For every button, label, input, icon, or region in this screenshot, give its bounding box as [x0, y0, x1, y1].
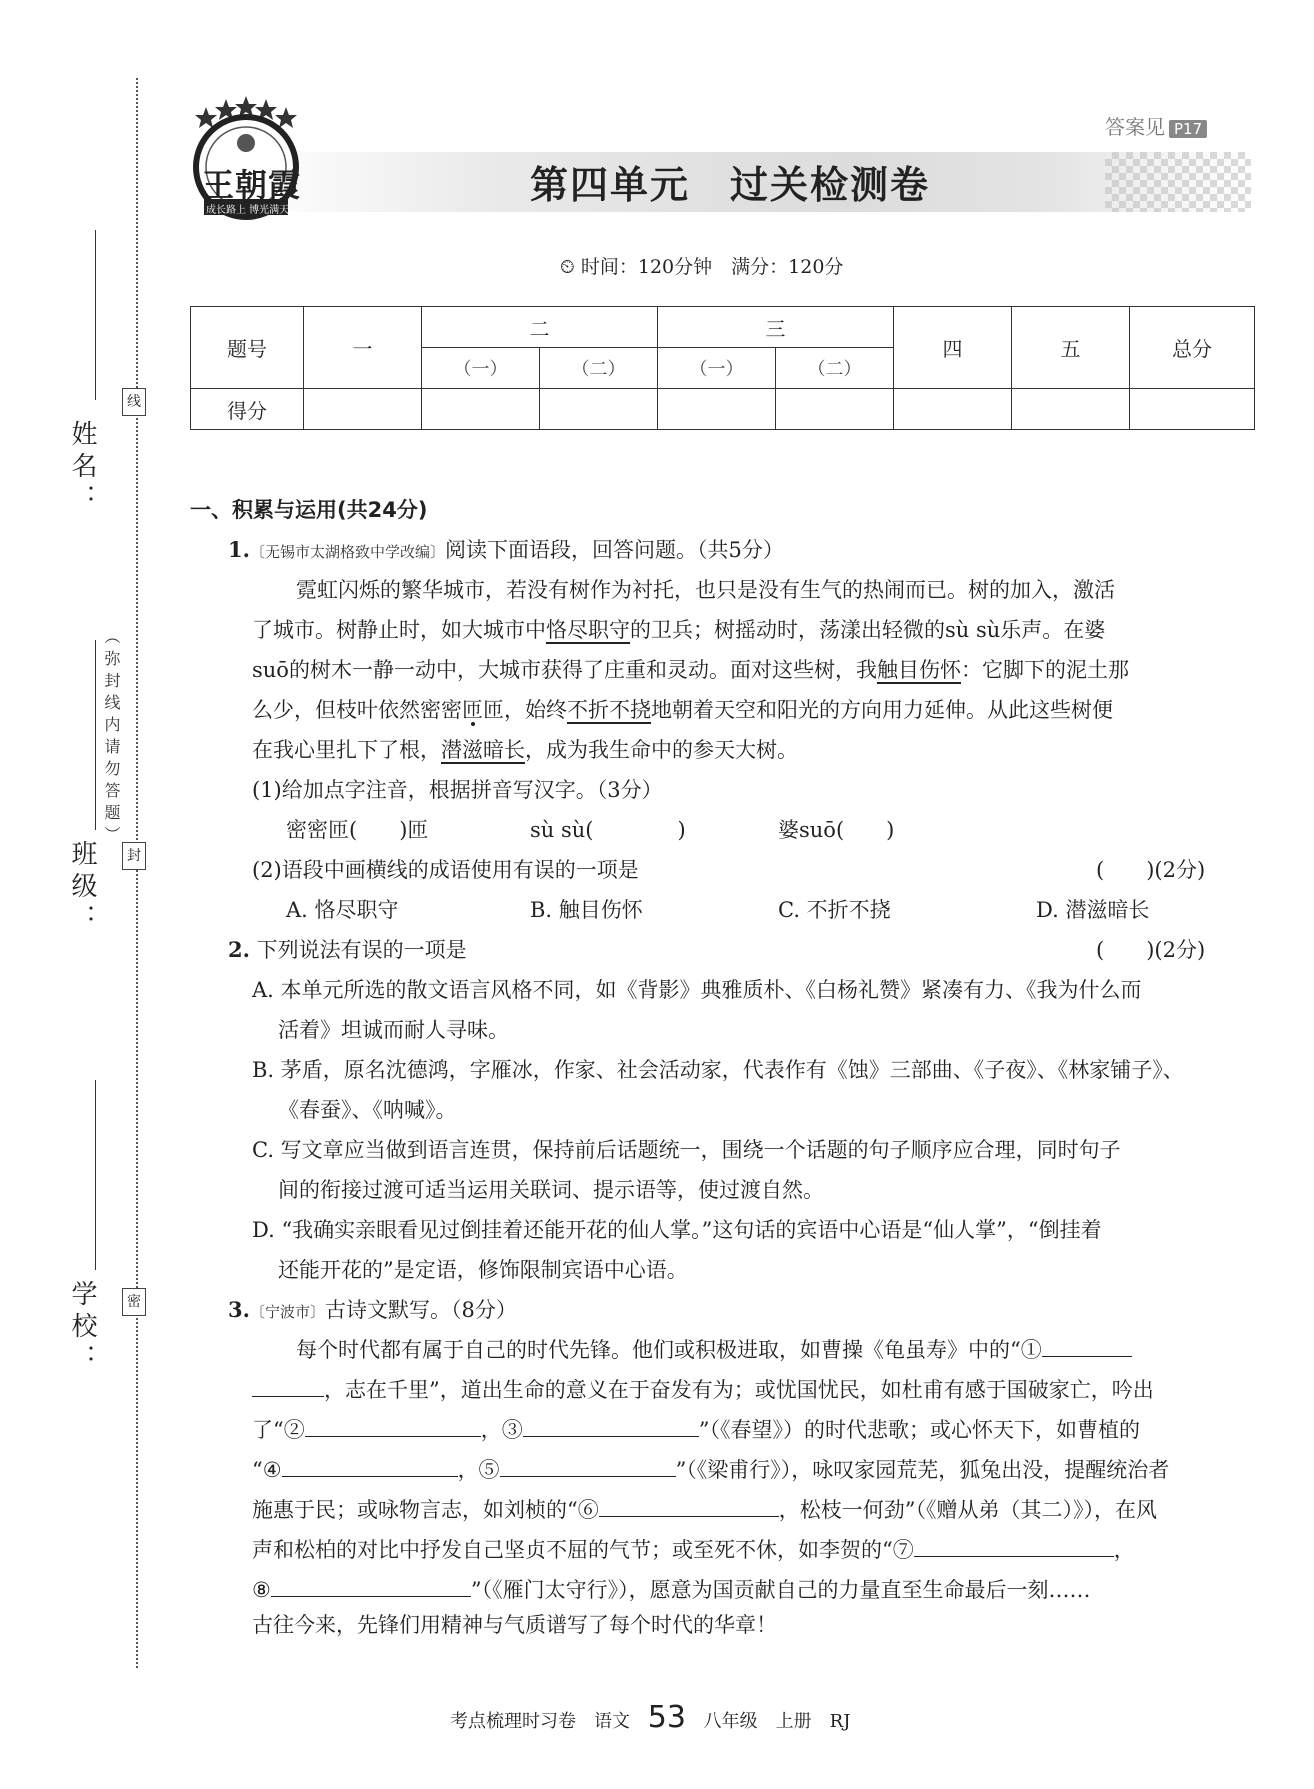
q1-prompt: 阅读下面语段，回答问题。（共5分） — [444, 538, 784, 562]
q1-passage-line — [252, 610, 1105, 650]
q1-sub1: (1)给加点字注音，根据拼音写汉字。（3分） — [252, 778, 663, 802]
school-line — [95, 1080, 96, 1270]
q3-header — [228, 1290, 517, 1332]
q3-line — [296, 1330, 1132, 1370]
q3-line — [252, 1530, 1135, 1570]
text-span: ，志在千里”，道出生命的意义在于奋发有为；或忧国忧民，如杜甫有感于国破家亡，吟出 — [324, 1378, 1154, 1402]
clock-icon: ⏲ — [560, 256, 581, 278]
answer-blank[interactable] — [914, 1532, 1114, 1557]
q3-source: 〔宁波市〕 — [249, 1303, 325, 1321]
score-cell[interactable] — [1130, 389, 1255, 430]
answer-page-badge: P17 — [1169, 120, 1207, 138]
text-span: ，松枝一何劲”（《赠从弟（其二）》），在风 — [778, 1498, 1157, 1522]
q1-option-b: B. 触目伤怀 — [530, 898, 643, 922]
answer-blank[interactable] — [252, 1372, 324, 1397]
col-one: 一 — [304, 307, 422, 389]
q3-line — [252, 1370, 1154, 1410]
q2-option-d-cont: 还能开花的”是定语，修饰限制宾语中心语。 — [278, 1258, 688, 1282]
col-five: 五 — [1012, 307, 1130, 389]
score-table — [190, 306, 1255, 430]
answer-blank[interactable] — [305, 1412, 481, 1437]
answer-blank[interactable] — [271, 1572, 471, 1597]
row-label: 题号 — [191, 307, 304, 389]
q1-passage-line — [252, 650, 1129, 690]
col-two: 二 — [422, 307, 658, 348]
q3-line — [252, 1490, 1157, 1530]
q2-header — [228, 930, 467, 970]
col-three-sub-one: （一） — [658, 348, 776, 389]
idiom-underlined: 触目伤怀 — [876, 658, 961, 682]
text-span: 么少，但枝叶依然密密 — [252, 698, 462, 722]
col-three: 三 — [658, 307, 894, 348]
q1-fill-a[interactable]: 密密匝( )匝 — [286, 818, 429, 842]
score-cell[interactable] — [658, 389, 776, 430]
class-line — [95, 640, 96, 830]
text-span: ， — [1113, 1538, 1135, 1562]
q1-passage-line — [252, 690, 1113, 730]
score-cell[interactable] — [776, 389, 894, 430]
answer-blank[interactable] — [523, 1412, 699, 1437]
class-label: 班级： — [67, 840, 97, 936]
q2-option-d: D. “我确实亲眼看见过倒挂着还能开花的仙人掌。”这句话的宾语中心语是“仙人掌”，“倒挂着 — [252, 1218, 1102, 1242]
page-number: 53 — [647, 1700, 686, 1735]
q3-number: 3. — [228, 1297, 250, 1322]
q3-prompt: 古诗文默写。（8分） — [324, 1298, 517, 1322]
score-label: 得分 — [191, 389, 304, 430]
q2-option-a-cont: 活着》坦诚而耐人寻味。 — [278, 1018, 509, 1042]
q1-header — [228, 530, 784, 572]
answer-ref-text: 答案见 — [1105, 115, 1165, 139]
score-cell[interactable] — [540, 389, 658, 430]
q2-option-b-cont: 《春蚕》、《呐喊》。 — [278, 1098, 457, 1122]
q1-fill-b[interactable]: sù sù( ) — [530, 818, 686, 842]
q1-passage-line: 霓虹闪烁的繁华城市，若没有树作为衬托，也只是没有生气的热闹而已。树的加入，激活 — [296, 578, 1115, 602]
seal-mark-seal: 封 — [122, 842, 146, 870]
seal-mark-line: 线 — [122, 388, 146, 416]
answer-blank[interactable] — [500, 1452, 676, 1477]
q1-number: 1. — [228, 537, 250, 562]
text-span: 每个时代都有属于自己的时代先锋。他们或积极进取，如曹操《龟虽寿》中的“① — [296, 1338, 1042, 1362]
page-footer — [450, 1700, 850, 1735]
q3-line — [252, 1450, 1169, 1490]
q3-line: 古往今来，先锋们用精神与气质谱写了每个时代的华章！ — [252, 1613, 777, 1637]
text-span: “④ — [252, 1458, 282, 1482]
q1-sub2: (2)语段中画横线的成语使用有误的一项是 — [252, 858, 639, 882]
q3-line — [252, 1570, 1091, 1610]
q1-option-a: A. 恪尽职守 — [286, 898, 399, 922]
time-info — [560, 252, 843, 279]
answer-blank[interactable] — [599, 1492, 779, 1517]
logo-text: 王朝霞 — [202, 166, 302, 204]
q2-answer[interactable]: ( )(2分) — [1096, 938, 1206, 962]
text-span: 了城市。树静止时，如大城市中 — [252, 618, 546, 642]
text-span: ，⑤ — [457, 1458, 500, 1482]
answer-blank[interactable] — [1042, 1332, 1132, 1357]
score-cell[interactable] — [1012, 389, 1130, 430]
col-four: 四 — [894, 307, 1012, 389]
col-two-sub-one: （一） — [422, 348, 540, 389]
idiom-underlined: 不折不挠 — [567, 698, 651, 722]
idiom-underlined: 恪尽职守 — [546, 618, 630, 642]
q1-option-d: D. 潜滋暗长 — [1036, 898, 1150, 922]
footer-right: 八年级 上册 RJ — [703, 1711, 851, 1732]
answer-blank[interactable] — [282, 1452, 458, 1477]
q1-option-c: C. 不折不挠 — [778, 898, 891, 922]
page-title: 第四单元 过关检测卷 — [529, 163, 930, 207]
q2-prompt: 下列说法有误的一项是 — [256, 938, 467, 962]
school-label: 学校： — [67, 1280, 97, 1376]
score-cell[interactable] — [422, 389, 540, 430]
text-span: 在我心里扎下了根， — [252, 738, 441, 762]
text-span: ”（《春望》）的时代悲歌；或心怀天下，如曹植的 — [698, 1418, 1140, 1442]
q2-option-c-cont: 间的衔接过渡可适当运用关联词、提示语等，使过渡自然。 — [278, 1178, 824, 1202]
answer-reference — [1105, 111, 1207, 140]
text-span: 施惠于民；或咏物言志，如刘桢的“⑥ — [252, 1498, 599, 1522]
text-span: ”（《雁门太守行》），愿意为国贡献自己的力量直至生命最后一刻…… — [470, 1578, 1091, 1602]
text-span: 了“② — [252, 1418, 305, 1442]
text-span: ，成为我生命中的参天大树。 — [525, 738, 798, 762]
score-cell[interactable] — [304, 389, 422, 430]
name-line — [95, 230, 96, 400]
seal-warning: （弥封线内请勿答题） — [102, 628, 121, 848]
text-span: ⑧ — [252, 1578, 271, 1602]
col-three-sub-two: （二） — [776, 348, 894, 389]
score-cell[interactable] — [894, 389, 1012, 430]
name-label: 姓名： — [67, 420, 97, 516]
section-heading: 一、积累与运用(共24分) — [190, 498, 428, 522]
q2-option-a: A. 本单元所选的散文语言风格不同，如《背影》典雅质朴、《白杨礼赞》紧凑有力、《我为什么而 — [252, 978, 1142, 1002]
footer-left: 考点梳理时习卷 语文 — [450, 1711, 630, 1732]
binding-dotted-line — [136, 78, 138, 1668]
text-span: 的卫兵；树摇动时，荡漾出轻微的sù sù乐声。在婆 — [630, 618, 1106, 642]
q1-passage-line — [252, 730, 798, 770]
q1-source: 〔无锡市太湖格致中学改编〕 — [249, 543, 445, 561]
text-span: 地朝着天空和阳光的方向用力延伸。从此这些树便 — [651, 698, 1113, 722]
idiom-underlined: 潜滋暗长 — [441, 738, 525, 762]
q2-option-c: C. 写文章应当做到语言连贯，保持前后话题统一，围绕一个话题的句子顺序应合理，同时句子 — [252, 1138, 1121, 1162]
q2-option-b: B. 茅盾，原名沈德鸿，字雁冰，作家、社会活动家，代表作有《蚀》三部曲、《子夜》、《林家铺子》、 — [252, 1058, 1184, 1082]
time-text: 时间：120分钟 满分：120分 — [580, 256, 844, 278]
q2-number: 2. — [228, 937, 250, 962]
checker-decoration — [1105, 152, 1251, 212]
q1-sub2-answer[interactable]: ( )(2分) — [1096, 858, 1206, 882]
q1-fill-c[interactable]: 婆suō( ) — [778, 818, 895, 842]
text-span: 声和松柏的对比中抒发自己坚贞不屈的气节；或至死不休，如李贺的“⑦ — [252, 1538, 914, 1562]
col-total: 总分 — [1130, 307, 1255, 389]
col-two-sub-two: （二） — [540, 348, 658, 389]
seal-mark-secret: 密 — [122, 1288, 146, 1316]
text-span: ：它脚下的泥土那 — [960, 658, 1129, 682]
text-span: ，③ — [480, 1418, 523, 1442]
q3-line — [252, 1410, 1140, 1450]
text-span: 匝，始终 — [483, 698, 567, 722]
logo-subtext: 成长路上 博光满天 — [206, 205, 290, 216]
text-span: suō的树木一静一动中，大城市获得了庄重和灵动。面对这些树，我 — [252, 658, 877, 682]
text-span: ”（《梁甫行》），咏叹家园荒芜，狐兔出没，提醒统治者 — [675, 1458, 1170, 1482]
dotted-char: 匝 — [462, 698, 483, 722]
